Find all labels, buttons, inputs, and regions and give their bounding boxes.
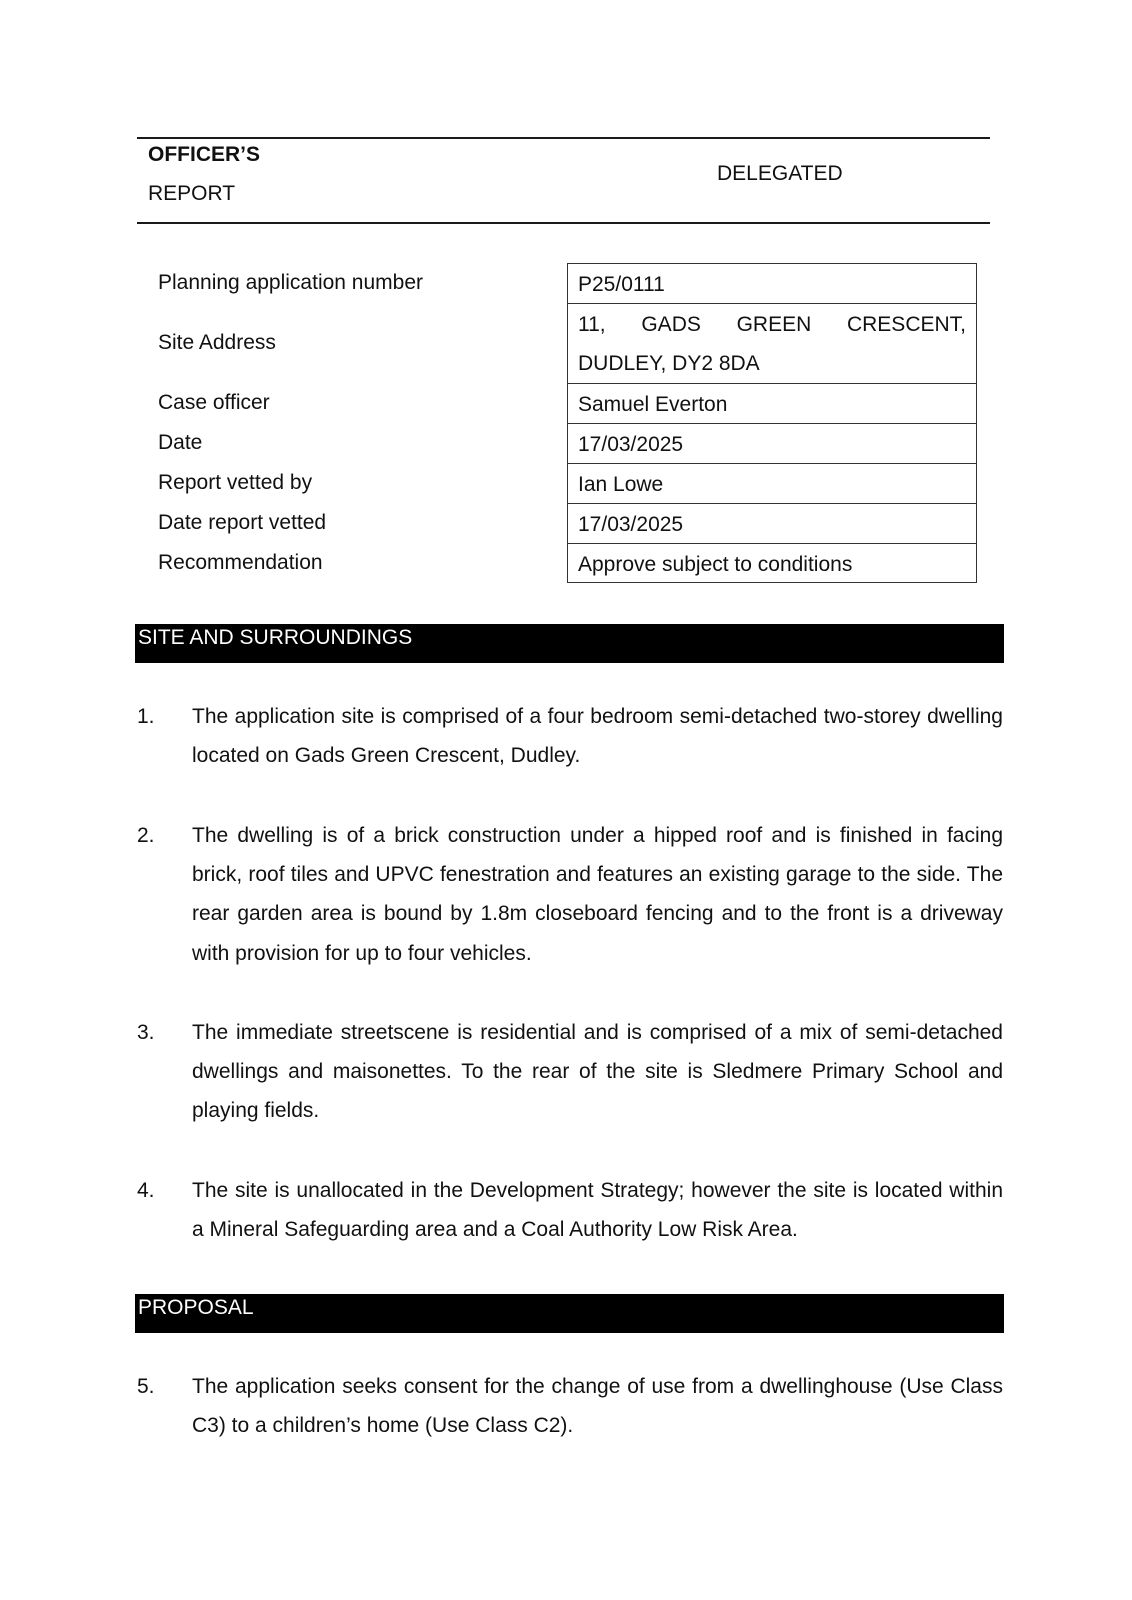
report-subtitle: REPORT [148, 182, 236, 205]
numbered-paragraph [137, 1171, 1003, 1251]
detail-row-date [137, 423, 977, 463]
report-status: DELEGATED [717, 162, 843, 185]
detail-value: Approve subject to conditions [567, 543, 977, 583]
detail-value: 17/03/2025 [567, 423, 977, 463]
detail-label: Report vetted by [158, 471, 313, 494]
report-header [137, 137, 990, 224]
detail-label: Recommendation [158, 551, 323, 574]
detail-row-recommendation [137, 543, 977, 583]
section-heading-site-and-surroundings: SITE AND SURROUNDINGS [135, 624, 1004, 663]
detail-row-case-officer [137, 383, 977, 423]
paragraph-text: The dwelling is of a brick construction under a hipped roof and is finished in facing brick, roof tiles and UPVC fenestration and features an existing garage to the side. The rear garden area is bound by 1.8m closeboard fencing and to the front is a driveway with provision for up to four vehicles. [192, 824, 1003, 965]
section-heading-proposal: PROPOSAL [135, 1294, 1004, 1333]
numbered-paragraph [137, 1367, 1003, 1447]
paragraph-number: 4. [137, 1179, 155, 1202]
detail-row-application-number [137, 263, 977, 303]
paragraph-number: 5. [137, 1375, 155, 1398]
paragraph-text: The application seeks consent for the change of use from a dwellinghouse (Use Class C3) to a children’s home (Use Class C2). [192, 1375, 1003, 1438]
detail-value: Ian Lowe [567, 463, 977, 503]
detail-label: Date [158, 431, 203, 454]
detail-label: Date report vetted [158, 511, 327, 534]
paragraph-number: 1. [137, 705, 155, 728]
paragraph-number: 3. [137, 1021, 155, 1044]
numbered-paragraph [137, 697, 1003, 777]
detail-value: P25/0111 [567, 263, 977, 303]
detail-value: 11, GADS GREEN CRESCENT, DUDLEY, DY2 8DA [567, 303, 977, 383]
detail-label: Case officer [158, 391, 270, 414]
paragraph-text: The site is unallocated in the Development Strategy; however the site is located within a Mineral Safeguarding area and a Coal Authority Low Risk Area. [192, 1179, 1003, 1242]
report-title: OFFICER’S [148, 143, 261, 166]
detail-label: Site Address [158, 331, 276, 354]
detail-value: Samuel Everton [567, 383, 977, 423]
paragraph-text: The immediate streetscene is residential and is comprised of a mix of semi-detached dwellings and maisonettes. To the rear of the site is Sledmere Primary School and playing fields. [192, 1021, 1003, 1123]
numbered-paragraph [137, 816, 1003, 974]
numbered-paragraph [137, 1013, 1003, 1131]
detail-value: 17/03/2025 [567, 503, 977, 543]
application-details-table [137, 263, 977, 583]
detail-row-site-address [137, 303, 977, 383]
detail-row-vetted-by [137, 463, 977, 503]
detail-label: Planning application number [158, 271, 424, 294]
paragraph-text: The application site is comprised of a four bedroom semi-detached two-storey dwelling located on Gads Green Crescent, Dudley. [192, 705, 1003, 768]
detail-row-date-vetted [137, 503, 977, 543]
paragraph-number: 2. [137, 824, 155, 847]
